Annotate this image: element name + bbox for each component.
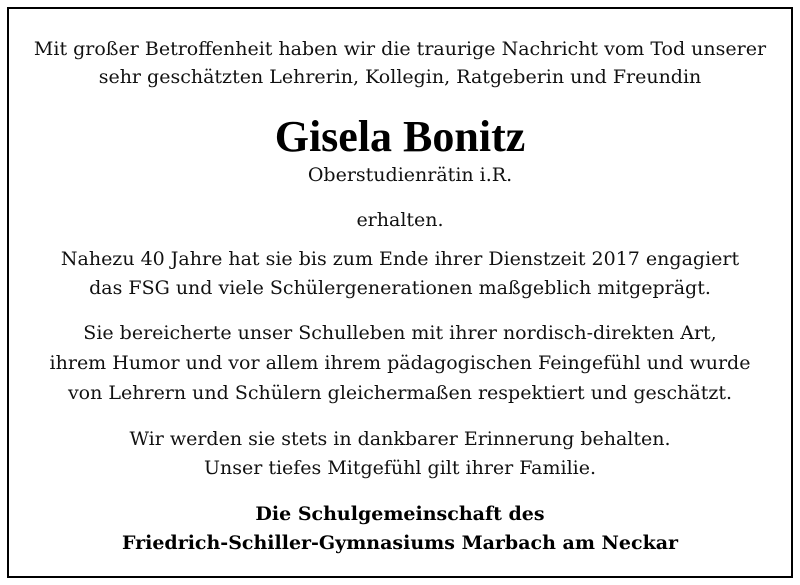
paragraph-3-line-1: Wir werden sie stets in dankbarer Erinnerung behalten. xyxy=(129,428,671,450)
intro-line-1: Mit großer Betroffenheit haben wir die traurige Nachricht vom Tod unserer xyxy=(33,38,767,60)
signature-line-2: Friedrich-Schiller-Gymnasiums Marbach am Neckar xyxy=(121,532,679,554)
signature-line-1: Die Schulgemeinschaft des xyxy=(255,503,545,525)
paragraph-3-line-2: Unser tiefes Mitgefühl gilt ihrer Familie. xyxy=(203,457,597,479)
paragraph-1-line-1: Nahezu 40 Jahre hat sie bis zum Ende ihrer Dienstzeit 2017 engagiert xyxy=(60,248,740,270)
paragraph-2-line-3: von Lehrern und Schülern gleichermaßen respektiert und geschätzt. xyxy=(67,382,733,404)
deceased-title: Oberstudienrätin i.R. xyxy=(307,164,513,186)
intro-line-2: sehr geschätzten Lehrerin, Kollegin, Ratgeberin und Freundin xyxy=(98,66,702,88)
paragraph-2-line-2: ihrem Humor und vor allem ihrem pädagogischen Feingefühl und wurde xyxy=(49,352,751,374)
received-text: erhalten. xyxy=(356,209,444,231)
paragraph-1-line-2: das FSG und viele Schülergenerationen maßgeblich mitgeprägt. xyxy=(89,277,711,299)
obituary-notice xyxy=(7,7,793,578)
paragraph-2-line-1: Sie bereicherte unser Schulleben mit ihrer nordisch-direkten Art, xyxy=(83,322,717,344)
deceased-name: Gisela Bonitz xyxy=(274,112,526,161)
